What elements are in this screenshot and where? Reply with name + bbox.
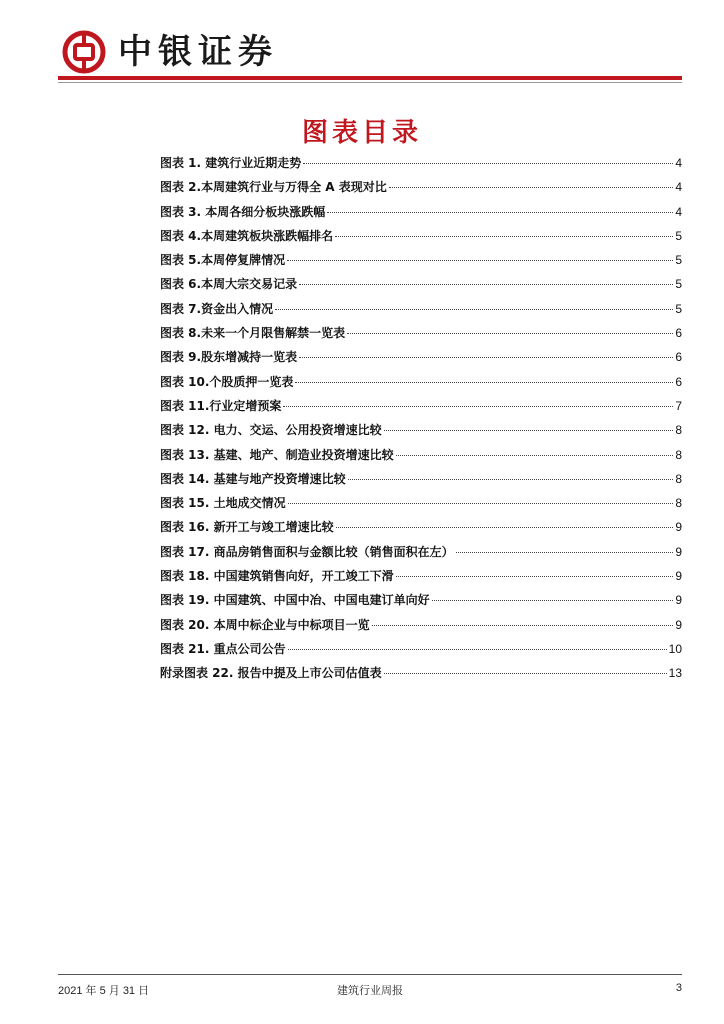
toc-entry-page: 4 — [675, 180, 682, 195]
toc-dot-leader — [288, 649, 667, 650]
toc-entry-label: 图表 8.未来一个月限售解禁一览表 — [160, 326, 346, 341]
toc-entry-label: 图表 15. 土地成交情况 — [160, 496, 286, 511]
toc-entry-label: 图表 4.本周建筑板块涨跌幅排名 — [160, 228, 334, 243]
toc-dot-leader — [396, 576, 674, 577]
toc-entry-label: 图表 19. 中国建筑、中国中冶、中国电建订单向好 — [160, 593, 430, 608]
toc-dot-leader — [347, 333, 673, 334]
toc-entry[interactable] — [160, 640, 682, 664]
toc-entry-page: 8 — [675, 447, 682, 462]
toc-dot-leader — [283, 406, 673, 407]
toc-entry-label: 图表 6.本周大宗交易记录 — [160, 277, 298, 292]
toc-entry[interactable] — [160, 251, 682, 275]
toc-dot-leader — [275, 309, 673, 310]
toc-entry-page: 8 — [675, 496, 682, 511]
toc-entry[interactable] — [160, 275, 682, 299]
toc-entry-page: 9 — [675, 520, 682, 535]
footer-page-number: 3 — [675, 982, 682, 994]
toc-entry-page: 4 — [675, 204, 682, 219]
footer-rule — [58, 974, 682, 975]
toc-entry[interactable] — [160, 373, 682, 397]
toc-dot-leader — [372, 625, 674, 626]
toc-dot-leader — [327, 212, 673, 213]
toc-entry-page: 9 — [675, 544, 682, 559]
toc-entry-page: 5 — [675, 228, 682, 243]
toc-entry-label: 图表 10.个股质押一览表 — [160, 374, 294, 389]
toc-entry-label: 附录图表 22. 报告中提及上市公司估值表 — [160, 666, 382, 681]
toc-dot-leader — [384, 673, 667, 674]
toc-entry[interactable] — [160, 203, 682, 227]
toc-entry-label: 图表 1. 建筑行业近期走势 — [160, 156, 302, 170]
toc-dot-leader — [432, 600, 674, 601]
toc-entry-page: 5 — [675, 301, 682, 316]
toc-entry[interactable] — [160, 616, 682, 640]
toc-entry-page: 8 — [675, 471, 682, 486]
toc-entry[interactable] — [160, 446, 682, 470]
footer-date: 2021 年 5 月 31 日 — [58, 985, 150, 997]
toc-entry[interactable] — [160, 591, 682, 615]
toc-entry-page: 10 — [668, 641, 682, 656]
toc-entry-label: 图表 18. 中国建筑销售向好，开工竣工下滑 — [160, 569, 394, 584]
header-red-rule — [58, 76, 682, 80]
toc-dot-leader — [336, 527, 674, 528]
toc-entry[interactable] — [160, 470, 682, 494]
toc-dot-leader — [348, 479, 674, 480]
toc-dot-leader — [295, 382, 673, 383]
toc-dot-leader — [456, 552, 674, 553]
toc-entry-page: 6 — [675, 374, 682, 389]
toc-entry-page: 13 — [668, 666, 682, 681]
toc-entry[interactable] — [160, 324, 682, 348]
toc-entry[interactable] — [160, 518, 682, 542]
toc-dot-leader — [384, 430, 674, 431]
toc-entry[interactable] — [160, 178, 682, 202]
toc-entry-label: 图表 12. 电力、交运、公用投资增速比较 — [160, 423, 382, 438]
toc-entry-page: 5 — [675, 253, 682, 268]
toc-entry[interactable] — [160, 664, 682, 688]
toc-dot-leader — [389, 187, 674, 188]
footer-report-name: 建筑行业周报 — [337, 984, 403, 997]
toc-entry-label: 图表 5.本周停复牌情况 — [160, 253, 286, 268]
toc-entry-label: 图表 21. 重点公司公告 — [160, 641, 286, 656]
toc-dot-leader — [299, 284, 673, 285]
toc-entry-page: 9 — [675, 569, 682, 584]
toc-entry[interactable] — [160, 300, 682, 324]
toc-title: 图表目录 — [301, 118, 422, 148]
toc-dot-leader — [287, 260, 673, 261]
toc-entry-page: 4 — [675, 156, 682, 170]
toc-entry-page: 6 — [675, 350, 682, 365]
toc-entry-page: 5 — [675, 277, 682, 292]
toc-dot-leader — [303, 163, 673, 164]
toc-entry-label: 图表 17. 商品房销售面积与金额比较（销售面积在左） — [160, 544, 454, 559]
toc-entry-label: 图表 16. 新开工与竣工增速比较 — [160, 520, 334, 535]
toc-entry[interactable] — [160, 227, 682, 251]
toc-dot-leader — [335, 236, 673, 237]
toc-entry-label: 图表 9.股东增减持一览表 — [160, 350, 298, 365]
toc-entry-page: 9 — [675, 617, 682, 632]
brand-name: 中银证券 — [118, 32, 278, 72]
toc-entry[interactable] — [160, 567, 682, 591]
toc-entry[interactable] — [160, 494, 682, 518]
toc-entry-label: 图表 13. 基建、地产、制造业投资增速比较 — [160, 447, 394, 462]
toc-entry-label: 图表 14. 基建与地产投资增速比较 — [160, 471, 346, 486]
toc-entry-page: 7 — [675, 398, 682, 413]
bank-of-china-logo-icon — [62, 30, 106, 74]
toc-entry-label: 图表 7.资金出入情况 — [160, 301, 274, 316]
toc-entry-page: 9 — [675, 593, 682, 608]
table-of-figures — [160, 154, 682, 689]
toc-entry-label: 图表 2.本周建筑行业与万得全 A 表现对比 — [160, 180, 387, 195]
toc-entry[interactable] — [160, 397, 682, 421]
toc-dot-leader — [288, 503, 674, 504]
toc-entry-page: 8 — [675, 423, 682, 438]
toc-entry[interactable] — [160, 154, 682, 178]
header-gray-rule — [58, 82, 682, 83]
toc-entry-label: 图表 20. 本周中标企业与中标项目一览 — [160, 617, 370, 632]
toc-entry-page: 6 — [675, 326, 682, 341]
toc-entry[interactable] — [160, 348, 682, 372]
toc-dot-leader — [299, 357, 673, 358]
toc-entry[interactable] — [160, 421, 682, 445]
page-header — [58, 26, 682, 82]
page-footer — [58, 974, 682, 1004]
toc-entry-label: 图表 11.行业定增预案 — [160, 398, 282, 413]
toc-entry-label: 图表 3. 本周各细分板块涨跌幅 — [160, 204, 326, 219]
toc-entry[interactable] — [160, 543, 682, 567]
toc-dot-leader — [396, 455, 674, 456]
